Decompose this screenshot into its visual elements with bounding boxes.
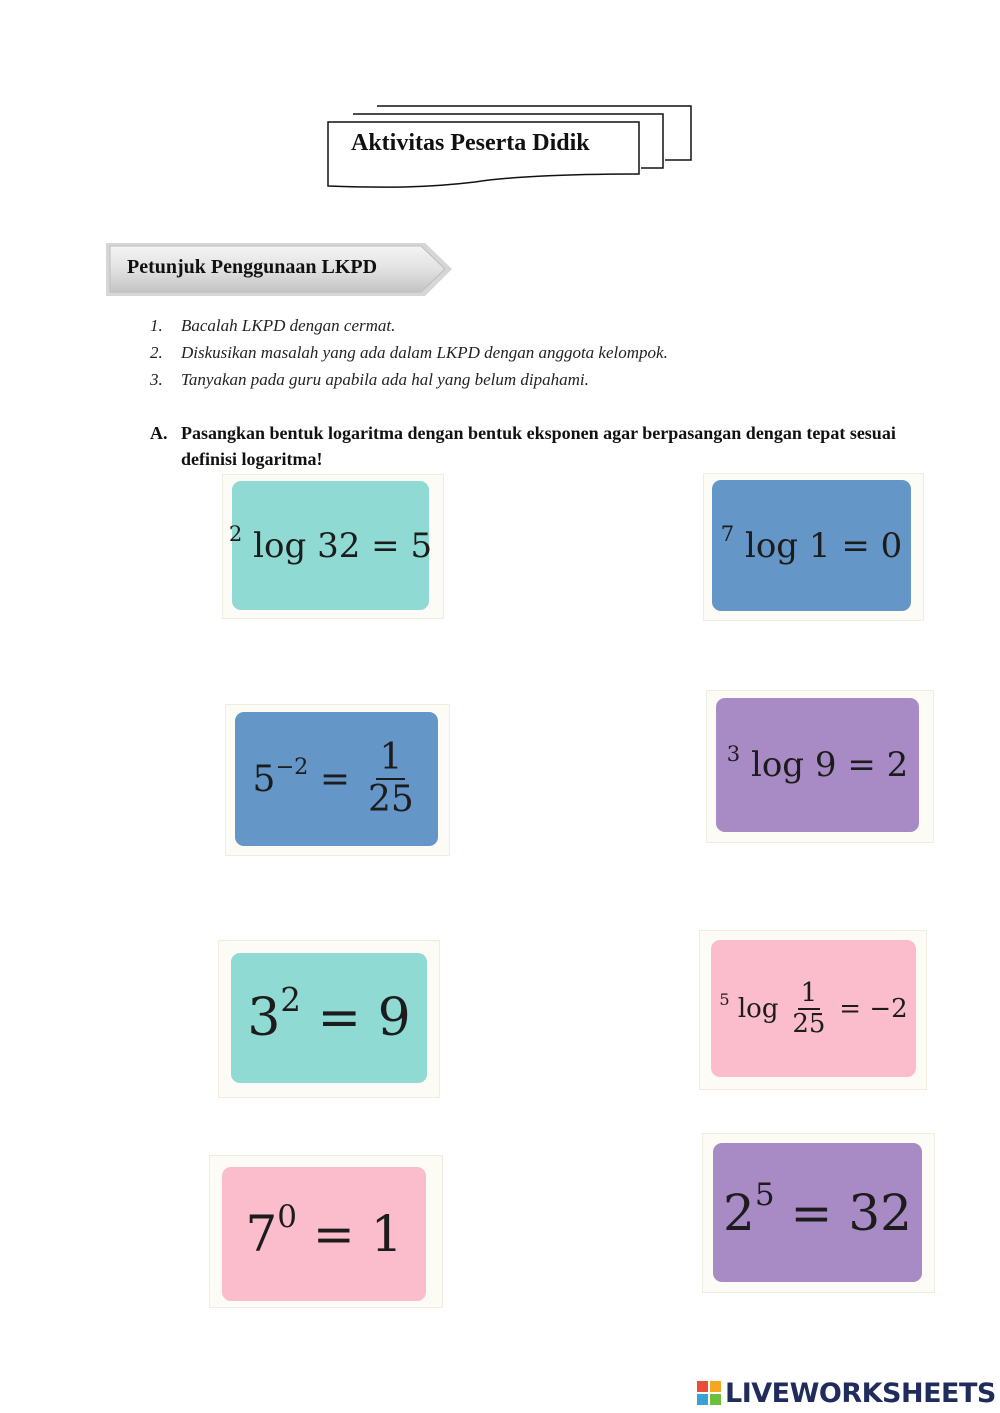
exp-power: −2 [275, 753, 309, 780]
equals-sign: = [841, 525, 870, 566]
instruction-item [150, 366, 668, 393]
card-log-2-32[interactable] [228, 481, 433, 610]
card-log-5-1-25[interactable] [711, 940, 916, 1077]
page-title: Aktivitas Peserta Didik [351, 130, 590, 156]
fraction [789, 979, 828, 1038]
equals-sign: = [847, 745, 876, 785]
instruction-text: Bacalah LKPD dengan cermat. [181, 316, 396, 335]
exp-power: 5 [754, 1177, 775, 1214]
banner-title: Petunjuk Penggunaan LKPD [127, 256, 378, 278]
card-exp-5-neg2[interactable] [235, 712, 438, 846]
section-letter: A. [150, 423, 168, 443]
exp-result: 1 [370, 1205, 403, 1263]
logo-square-icon [710, 1394, 721, 1405]
instruction-number: 2. [150, 343, 163, 362]
exponent-expression [247, 981, 411, 1048]
exponent-expression [245, 1198, 403, 1263]
log-expression [719, 979, 907, 1038]
log-expression [720, 521, 903, 566]
equals-sign: = [312, 1205, 355, 1263]
fraction-denominator: 25 [368, 779, 414, 820]
log-argument: 9 [814, 745, 837, 785]
page-title-box [325, 104, 695, 196]
equals-sign: = [319, 758, 350, 800]
logo-square-icon [710, 1381, 721, 1392]
exp-power: 2 [280, 981, 301, 1020]
log-expression [726, 740, 909, 785]
liveworksheets-logo-icon [697, 1381, 721, 1405]
exponent-expression [253, 738, 421, 819]
section-text: Pasangkan bentuk logaritma dengan bentuk eksponen agar berpasangan dengan tepat sesuai definisi logaritma! [181, 423, 896, 469]
card-log-7-1[interactable] [712, 480, 911, 611]
log-base: 7 [720, 521, 735, 547]
card-exp-2-5[interactable] [713, 1143, 922, 1282]
exp-base: 2 [723, 1183, 755, 1242]
equals-sign: = [371, 525, 400, 566]
exponent-expression [723, 1177, 912, 1242]
equals-sign: = [839, 993, 862, 1024]
instruction-text: Diskusikan masalah yang ada dalam LKPD dengan anggota kelompok. [181, 343, 668, 362]
instructions-banner [103, 240, 455, 300]
instruction-list [150, 312, 668, 393]
exp-result: 32 [848, 1183, 912, 1242]
equals-sign: = [317, 988, 362, 1048]
log-base: 2 [228, 521, 243, 547]
instruction-number: 3. [150, 370, 163, 389]
logo-text: LIVEWORKSHEETS [725, 1377, 996, 1409]
log-operator: log [253, 525, 307, 566]
fraction-numerator: 1 [798, 979, 821, 1010]
instruction-number: 1. [150, 316, 163, 335]
card-log-3-9[interactable] [716, 698, 919, 832]
logo-square-icon [697, 1394, 708, 1405]
log-argument: 1 [808, 525, 831, 566]
fraction [365, 738, 417, 819]
exp-base: 5 [252, 758, 276, 800]
liveworksheets-logo [697, 1378, 996, 1408]
instruction-item [150, 312, 668, 339]
instruction-text: Tanyakan pada guru apabila ada hal yang belum dipahami. [181, 370, 589, 389]
logo-square-icon [697, 1381, 708, 1392]
card-exp-3-2[interactable] [231, 953, 427, 1083]
log-result: 2 [886, 745, 909, 785]
log-operator: log [750, 745, 805, 785]
log-base: 5 [719, 990, 730, 1010]
exp-base: 3 [247, 988, 281, 1048]
log-operator: log [737, 993, 779, 1024]
fraction-denominator: 25 [792, 1008, 826, 1039]
instruction-item [150, 339, 668, 366]
log-argument: 32 [317, 525, 361, 566]
log-result: 5 [410, 525, 433, 566]
log-base: 3 [726, 740, 741, 766]
log-expression [228, 521, 433, 566]
exp-base: 7 [245, 1205, 278, 1263]
log-operator: log [744, 525, 799, 566]
log-result: −2 [869, 993, 908, 1024]
fraction-numerator: 1 [376, 738, 405, 780]
exp-result: 9 [377, 988, 411, 1048]
card-exp-7-0[interactable] [222, 1167, 426, 1301]
section-a-prompt [150, 420, 910, 472]
exp-power: 0 [277, 1198, 297, 1235]
log-result: 0 [880, 525, 903, 566]
equals-sign: = [790, 1183, 833, 1242]
